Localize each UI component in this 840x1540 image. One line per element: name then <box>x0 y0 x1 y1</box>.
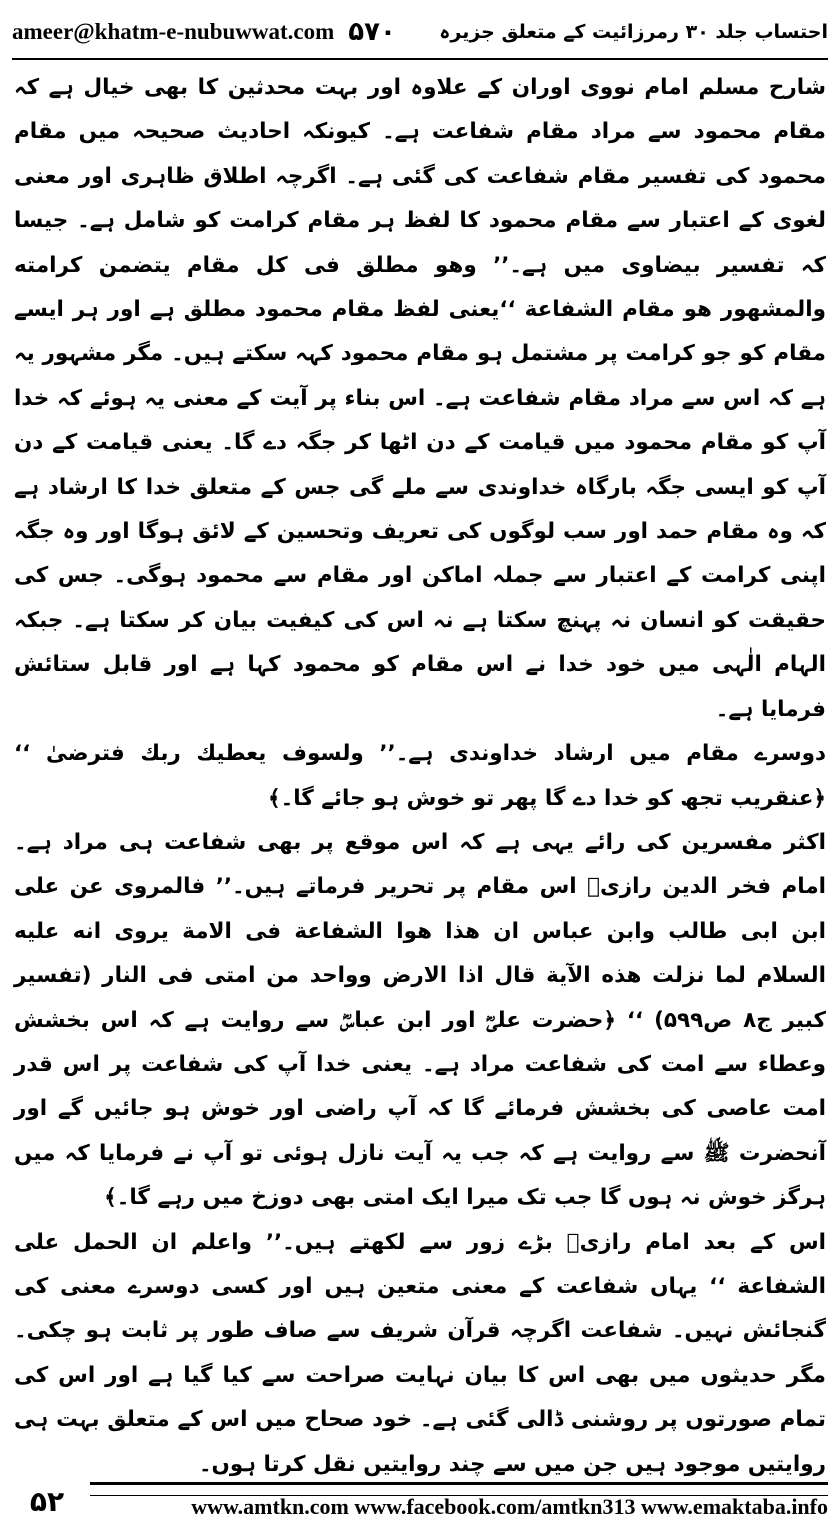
header-page-number: ۵۷۰ <box>348 17 396 47</box>
paragraph: شارح مسلم امام نووی اوران کے علاوہ اور بہت محدثین کا بھی خیال ہے کہ مقام محمود سے مراد مقام شفاعت ہے۔ کیونکہ احادیث صحیحہ میں مقام محمود کی تفسیر مقام شفاعت کی گئی ہے۔ اگرچہ اطلاق ظاہری اور معنی لغوی کے اعتبار سے مقام محمود کا لفظ ہر مقام کرامت کو شامل ہے۔ جیسا کہ تفسیر بیضاوی میں ہے۔’’ وهو مطلق فی کل مقام یتضمن کرامته والمشهور هو مقام الشفاعة ‘‘یعنی لفظ مقام محمود مطلق ہے اور ہر ایسے مقام کو جو کرامت پر مشتمل ہو مقام محمود کہہ سکتے ہیں۔ مگر مشہور یہ ہے کہ اس سے مراد مقام شفاعت ہے۔ اس بناء پر آیت کے معنی یہ ہوئے کہ خدا آپ کو مقام محمود میں قیامت کے دن اٹھا کر جگہ دے گا۔ یعنی قیامت کے دن آپ کو ایسی جگہ بارگاہ خداوندی سے ملے گی جس کے متعلق خدا کا ارشاد ہے کہ وہ مقام حمد اور سب لوگوں کی تعریف وتحسین کے لائق ہوگا اور وہ جگہ اپنی کرامت کے اعتبار سے جملہ اماکن اور مقام سے محمود ہوگی۔ جس کی حقیقت کو انسان نہ پہنچ سکتا ہے نہ اس کی کیفیت بیان کر سکتا ہے۔ جبکہ الہام الٰہی میں خود خدا نے اس مقام کو محمود کہا ہے اور قابل ستائش فرمایا ہے۔ <box>14 75 826 722</box>
footer-page-number: ۵۲ <box>29 1484 65 1518</box>
header-email: ameer@khatm-e-nubuwwat.com <box>12 19 335 44</box>
header-left-group <box>12 17 396 47</box>
page-header <box>12 10 828 54</box>
header-divider <box>12 58 828 60</box>
page-body <box>14 66 826 1477</box>
paragraph: اکثر مفسرین کی رائے یہی ہے کہ اس موقع پر بھی شفاعت ہی مراد ہے۔ امام فخر الدین رازیؒ اس مقام پر تحریر فرماتے ہیں۔’’ فالمروی عن علی ابن ابی طالب وابن عباس ان هذا هوا الشفاعة فی الامة یروی انه علیه السلام لما نزلت هذه الآیة قال اذا الارض وواحد من امتی فی النار (تفسیر کبیر ج۸ ص۵۹۹) ‘‘ ﴿حضرت علیؓ اور ابن عباسؓ سے روایت ہے کہ اس بخشش وعطاء سے امت کی شفاعت مراد ہے۔ یعنی خدا آپ کی شفاعت پر اس قدر امت عاصی کی بخشش فرمائے گا کہ آپ راضی اور خوش ہو جائیں گے اور آنحضرت ﷺ سے روایت ہے کہ جب یہ آیت نازل ہوئی تو آپ نے فرمایا کہ میں ہرگز خوش نہ ہوں گا جب تک میرا ایک امتی بھی دوزخ میں رہے گا۔﴾ <box>14 829 826 1211</box>
page-footer <box>12 1474 828 1528</box>
paragraph: اس کے بعد امام رازیؒ بڑے زور سے لکھتے ہیں۔’’ واعلم ان الحمل علی الشفاعة ‘‘ یہاں شفاعت کے معنی متعین ہیں اور کسی دوسرے معنی کی گنجائش نہیں۔ شفاعت اگرچہ قرآن شریف سے صاف طور پر ثابت ہو چکی۔ مگر حدیثوں میں بھی اس کا بیان نہایت صراحت سے کیا گیا ہے اور اس کی تمام صورتوں پر روشنی ڈالی گئی ہے۔ خود صحاح میں اس کے متعلق بہت ہی روایتیں موجود ہیں جن میں سے چند روایتیں نقل کرتا ہوں۔ <box>14 1229 826 1477</box>
footer-links: www.amtkn.com www.facebook.com/amtkn313 www.emaktaba.info <box>191 1494 828 1519</box>
header-book-title: احتساب جلد ۳۰ رمرزائیت کے متعلق جزیرہ <box>439 21 828 43</box>
paragraph: دوسرے مقام میں ارشاد خداوندی ہے۔’’ ولسوف یعطیك ربك فترضیٰ ‘‘ ﴿عنقریب تجھ کو خدا دے گا پھر تو خوش ہو جائے گا۔﴾ <box>14 741 826 811</box>
